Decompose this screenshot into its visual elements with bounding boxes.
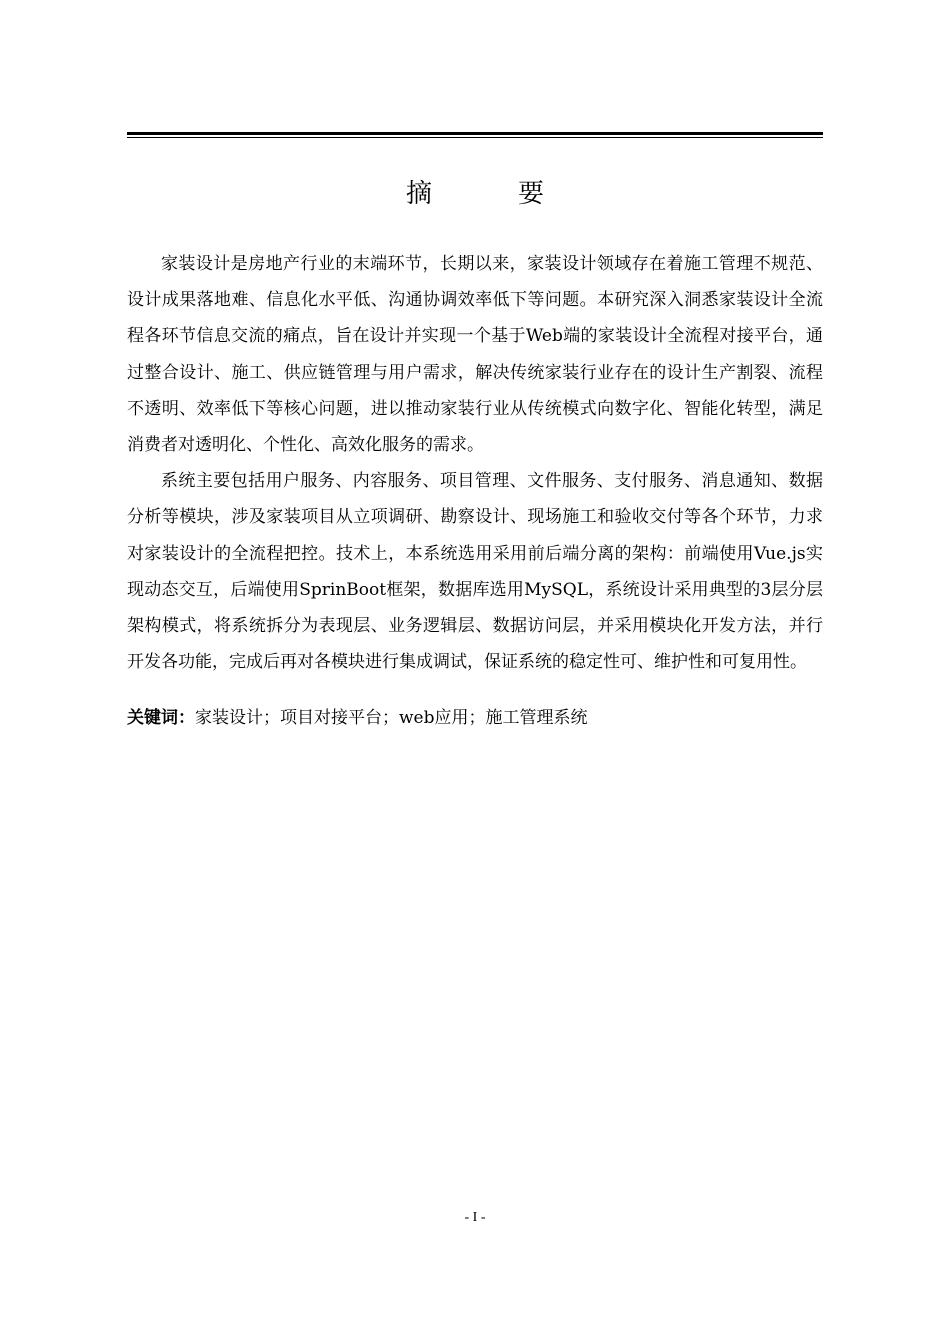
abstract-paragraph-2: 系统主要包括用户服务、内容服务、项目管理、文件服务、支付服务、消息通知、数据分析等模块，涉及家装项目从立项调研、勘察设计、现场施工和验收交付等各个环节，力求对家装设计的全流程把控。技术上，本系统选用采用前后端分离的架构：前端使用Vue.js实现动态交互，后端使用SprinBoot框架，数据库选用MySQL，系统设计采用典型的3层分层架构模式，将系统拆分为表现层、业务逻辑层、数据访问层，并采用模块化开发方法，并行开发各功能，完成后再对各模块进行集成调试，保证系统的稳定性可、维护性和可复用性。	[127, 471, 823, 673]
page-number: - I -	[464, 1210, 486, 1225]
keywords-label: 关键词：	[127, 708, 195, 728]
header-rule-thick-line	[127, 132, 823, 135]
header-rule	[127, 132, 823, 138]
keywords-text: 家装设计；项目对接平台；web应用；施工管理系统	[195, 708, 588, 728]
header-rule-thin-line	[127, 137, 823, 138]
abstract-title: 摘 要	[405, 179, 574, 209]
keywords-line	[127, 703, 823, 733]
abstract-body	[127, 246, 823, 680]
abstract-paragraph-1: 家装设计是房地产行业的末端环节，长期以来，家装设计领域存在着施工管理不规范、设计成果落地难、信息化水平低、沟通协调效率低下等问题。本研究深入洞悉家装设计全流程各环节信息交流的痛点，旨在设计并实现一个基于Web端的家装设计全流程对接平台，通过整合设计、施工、供应链管理与用户需求，解决传统家装行业存在的设计生产割裂、流程不透明、效率低下等核心问题，进以推动家装行业从传统模式向数字化、智能化转型，满足消费者对透明化、个性化、高效化服务的需求。	[127, 254, 823, 456]
